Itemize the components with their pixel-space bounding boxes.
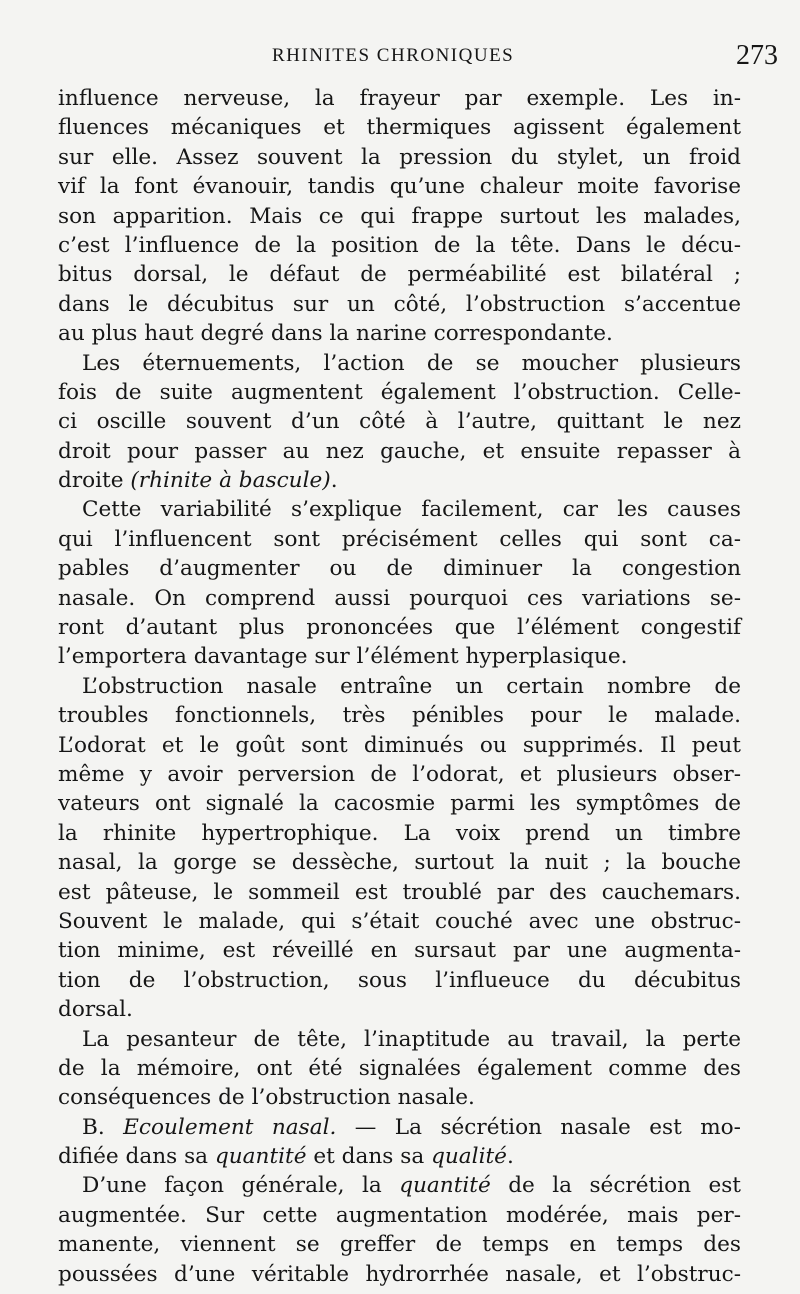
text-line <box>58 642 741 671</box>
text-run: B. <box>82 1114 124 1140</box>
text-run: la rhinite hypertrophique. La voix prend un timbre <box>58 820 741 846</box>
text-run: droite <box>58 468 131 494</box>
text-line <box>58 1201 741 1230</box>
text-line <box>58 613 741 642</box>
text-run: est pâteuse, le sommeil est troublé par des cauchemars. <box>58 879 741 905</box>
text-line <box>58 113 741 142</box>
text-run: difiée dans sa <box>58 1144 215 1170</box>
text-line <box>58 907 741 936</box>
text-run: droit pour passer au nez gauche, et ensuite repasser à <box>58 438 741 464</box>
text-run: bitus dorsal, le défaut de perméabilité est bilatéral ; <box>58 262 741 288</box>
text-run: . <box>330 468 338 494</box>
text-line <box>58 378 741 407</box>
text-run: troubles fonctionnels, très pénibles pour le malade. <box>58 703 741 729</box>
text-line <box>58 966 741 995</box>
page-header <box>0 36 800 76</box>
text-run: poussées d’une véritable hydrorrhée nasale, et l’obstruc- <box>58 1261 741 1287</box>
text-line <box>58 789 741 818</box>
page-number: 273 <box>736 40 778 71</box>
text-line <box>58 701 741 730</box>
text-run: son apparition. Mais ce qui frappe surtout les malades, <box>58 203 741 229</box>
text-line <box>58 819 741 848</box>
text-run: influence nerveuse, la frayeur par exemple. Les in- <box>58 86 741 111</box>
text-line <box>58 349 741 378</box>
text-run: et dans sa <box>306 1144 432 1170</box>
text-line <box>58 554 741 583</box>
text-run: de la mémoire, ont été signalées également comme des <box>58 1055 741 1081</box>
text-line <box>58 466 741 495</box>
text-run: tion de l’obstruction, sous l’influeuce du décubitus <box>58 967 741 993</box>
text-line <box>58 1054 741 1083</box>
text-run: pables d’augmenter ou de diminuer la congestion <box>58 556 741 582</box>
text-line <box>58 143 741 172</box>
text-line <box>58 202 741 231</box>
text-line <box>58 495 741 524</box>
text-run: au plus haut degré dans la narine correspondante. <box>58 321 613 347</box>
text-line <box>58 84 741 113</box>
text-run: augmentée. Sur cette augmentation modérée, mais per- <box>58 1202 741 1228</box>
text-run: qui l’influencent sont précisément celles qui sont ca- <box>58 526 741 552</box>
text-run: conséquences de l’obstruction nasale. <box>58 1085 475 1111</box>
text-line <box>58 848 741 877</box>
text-line <box>58 584 741 613</box>
text-run: vif la font évanouir, tandis qu’une chaleur moite favorise <box>58 174 741 200</box>
italic-text: Ecoulement nasal. <box>123 1114 337 1140</box>
text-line <box>58 878 741 907</box>
text-run: L’obstruction nasale entraîne un certain nombre de <box>82 673 741 699</box>
text-run: — La sécrétion nasale est mo- <box>336 1114 741 1140</box>
italic-text: (rhinite à bascule) <box>130 468 331 494</box>
text-line <box>58 936 741 965</box>
italic-text: quantité <box>399 1173 491 1199</box>
text-line <box>58 760 741 789</box>
text-run: Cette variabilité s’explique facilement, car les causes <box>82 497 741 523</box>
text-run: c’est l’influence de la position de la tête. Dans le décu- <box>58 232 741 258</box>
italic-text: qualité <box>431 1144 507 1170</box>
text-run: fluences mécaniques et thermiques agissent également <box>58 115 741 141</box>
text-run: Souvent le malade, qui s’était couché avec une obstruc- <box>58 908 741 934</box>
text-line <box>58 1083 741 1112</box>
text-line <box>58 1260 741 1289</box>
text-run: manente, viennent se greffer de temps en temps des <box>58 1232 741 1258</box>
text-run: dans le décubitus sur un côté, l’obstruction s’accentue <box>58 291 741 317</box>
text-run: fois de suite augmentent également l’obstruction. Celle- <box>58 379 741 405</box>
text-run: même y avoir perversion de l’odorat, et plusieurs obser- <box>58 761 741 787</box>
text-run: l’emportera davantage sur l’élément hyperplasique. <box>58 644 628 670</box>
text-run: nasal, la gorge se dessèche, surtout la nuit ; la bouche <box>58 850 741 876</box>
text-line <box>58 995 741 1024</box>
text-line <box>58 1113 741 1142</box>
text-line <box>58 407 741 436</box>
text-run: . <box>506 1144 514 1170</box>
text-line <box>58 1171 741 1200</box>
running-head: RHINITES CHRONIQUES <box>272 45 515 66</box>
text-run: ci oscille souvent d’un côté à l’autre, quittant le nez <box>58 409 741 435</box>
body-text <box>58 84 741 1289</box>
text-run: dorsal. <box>58 997 133 1023</box>
text-line <box>58 1230 741 1259</box>
text-line <box>58 1025 741 1054</box>
italic-text: quantité <box>214 1144 307 1170</box>
text-run: D’une façon générale, la <box>82 1173 400 1199</box>
text-line <box>58 319 741 348</box>
text-run: tion minime, est réveillé en sursaut par une augmenta- <box>58 938 741 964</box>
text-line <box>58 1142 741 1171</box>
text-line <box>58 290 741 319</box>
text-line <box>58 231 741 260</box>
text-run: L’odorat et le goût sont diminués ou supprimés. Il peut <box>58 732 741 758</box>
text-line <box>58 172 741 201</box>
text-line <box>58 731 741 760</box>
text-run: vateurs ont signalé la cacosmie parmi les symptômes de <box>58 791 741 817</box>
text-run: de la sécrétion est <box>490 1173 741 1199</box>
text-run: nasale. On comprend aussi pourquoi ces variations se- <box>58 585 741 611</box>
text-run: ront d’autant plus prononcées que l’élément congestif <box>58 615 741 641</box>
text-run: Les éternuements, l’action de se moucher plusieurs <box>82 350 741 376</box>
text-run: La pesanteur de tête, l’inaptitude au travail, la perte <box>82 1026 741 1052</box>
text-line <box>58 260 741 289</box>
text-line <box>58 672 741 701</box>
text-line <box>58 525 741 554</box>
text-run: sur elle. Assez souvent la pression du stylet, un froid <box>58 144 741 170</box>
text-line <box>58 437 741 466</box>
